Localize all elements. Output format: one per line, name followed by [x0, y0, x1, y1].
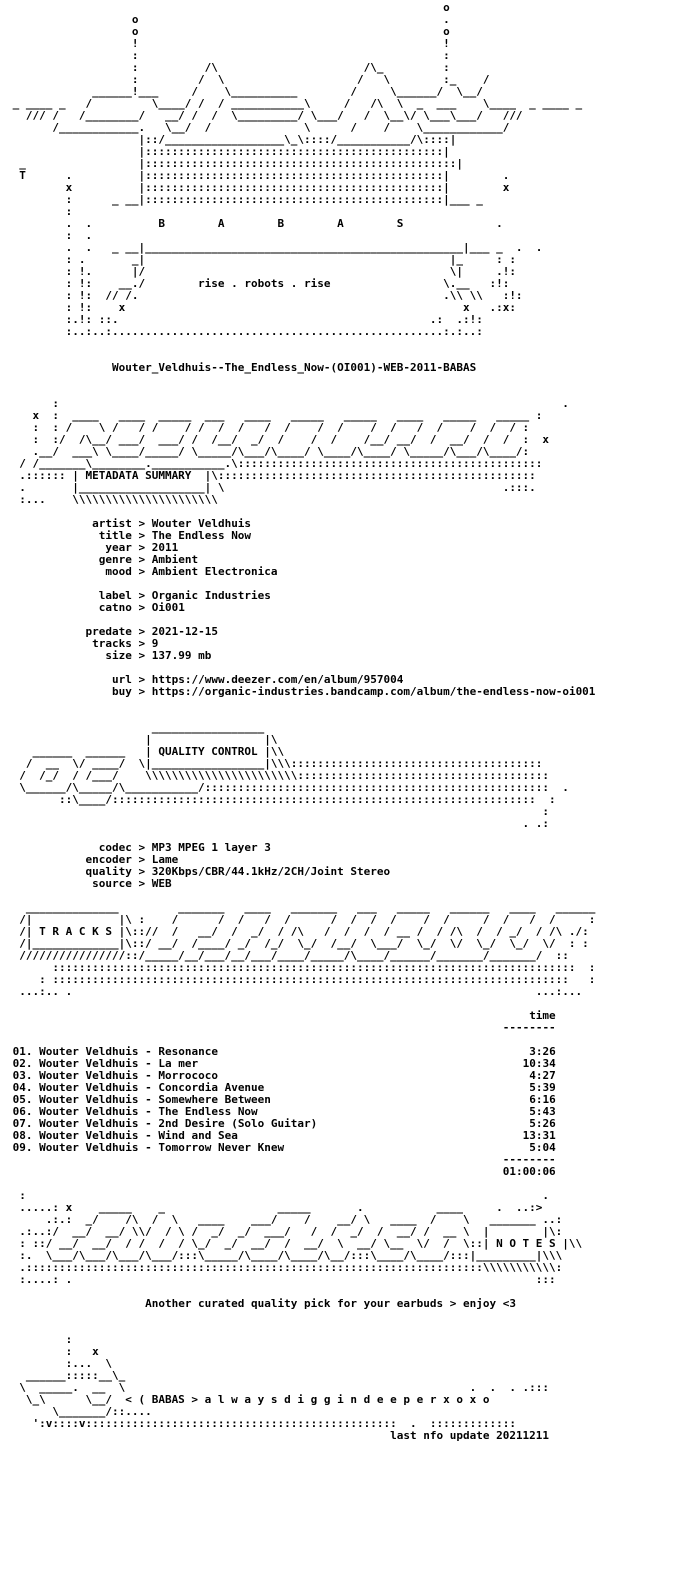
- track-artist: Wouter Veldhuis: [39, 1045, 139, 1058]
- track-artist: Wouter Veldhuis: [39, 1141, 139, 1154]
- track-artist: Wouter Veldhuis: [39, 1081, 139, 1094]
- track-title: Tomorrow Never Knew: [158, 1141, 285, 1154]
- kv-row: size > 137.99 mb: [105, 649, 212, 662]
- track-time: 3:26: [529, 1045, 556, 1058]
- time-rule: --------: [502, 1021, 556, 1034]
- kv-row: genre > Ambient: [98, 553, 199, 566]
- field-value: Lame: [151, 853, 179, 866]
- track-number: 01: [12, 1045, 26, 1058]
- field-value: Oi001: [151, 601, 185, 614]
- track-number: 09: [12, 1141, 26, 1154]
- field-value: Organic Industries: [151, 589, 271, 602]
- kv-row: encoder > Lame: [85, 853, 179, 866]
- time-rule: --------: [502, 1153, 556, 1166]
- field-value: 9: [151, 637, 159, 650]
- field-key: year: [105, 541, 132, 554]
- track-artist: Wouter Veldhuis: [39, 1129, 139, 1142]
- field-key: size: [105, 649, 132, 662]
- track-artist: Wouter Veldhuis: [39, 1105, 139, 1118]
- field-key: quality: [85, 865, 132, 878]
- track-artist: Wouter Veldhuis: [39, 1093, 139, 1106]
- track-title: Wind and Sea: [158, 1129, 238, 1142]
- track-row: 02. Wouter Veldhuis - La mer 10:34: [12, 1057, 556, 1070]
- track-time: 4:27: [529, 1069, 556, 1082]
- track-time: 5:04: [529, 1141, 556, 1154]
- field-value: Ambient Electronica: [151, 565, 278, 578]
- field-value: Ambient: [151, 553, 199, 566]
- release-name-line: [6, 361, 476, 374]
- field-key: mood: [105, 565, 132, 578]
- track-number: 07: [12, 1117, 26, 1130]
- track-row: 04. Wouter Veldhuis - Concordia Avenue 5:39: [12, 1081, 556, 1094]
- release-name: Wouter_Veldhuis--The_Endless_Now-(OI001)-WEB-2011-BABAS: [111, 361, 477, 374]
- kv-row: artist > Wouter Veldhuis: [92, 517, 252, 530]
- track-time: 10:34: [522, 1057, 556, 1070]
- field-key: tracks: [92, 637, 132, 650]
- field-key: encoder: [85, 853, 132, 866]
- track-artist: Wouter Veldhuis: [39, 1057, 139, 1070]
- track-time: 5:43: [529, 1105, 556, 1118]
- track-artist: Wouter Veldhuis: [39, 1069, 139, 1082]
- metadata-summary-banner: : . x : ____ ____ _____ ___ ____ _____ _____ ____ _____ _____ : : : / \ / / / / / / / / / / / / / / / / / / : : :/ /\__/ ___/ ___/ / /__/ _/ / / / /__/ __/ / __/ / / : x .__/ ___\ \____/_____/ \_____/\___/\____/ \____/\____/ \_____/\___/\____/: / /_______\________.___________.\:::::::::::::::::::::::::::::::::::::::::::::: .:::::: | METADATA SUMMARY |\:::::::::::::::::::::::::::::::::::::::::::::::: . |___________________| \ .:::. :... \\\\\\\\\\\\\\\\\\\\\\: [19, 397, 569, 506]
- track-number: 02: [12, 1057, 26, 1070]
- field-key: source: [92, 877, 132, 890]
- field-value: WEB: [151, 877, 172, 890]
- kv-row: predate > 2021-12-15: [85, 625, 218, 638]
- track-title: 2nd Desire (Solo Guitar): [158, 1117, 318, 1130]
- field-value: The Endless Now: [151, 529, 252, 542]
- track-title: The Endless Now: [158, 1105, 258, 1118]
- track-number: 05: [12, 1093, 26, 1106]
- track-number: 03: [12, 1069, 26, 1082]
- notes-banner: : . .....: x _____ _ _____ . ____ . ..:> .:.: _/ /\ / \ ____ ___/ / __/ \ ____ / \ _______ ..: .:..:/ __/ __/ \\/ / \ / _/ _/ ___/ / / _/ / __/ / __ \ | |\: : ::/ __/ __/ / / / / \_/ _/ __/ / __/ \ __/ \__ \/ / \::| N O T E S |\\ :. \___/\___/\___/\___/:::\_____/\____/\____/\__/:::\____/\____/:::|_________|\\\ .:::::::::::::::::::::::::::::::::::::::::::::::::::::::::::::::::::::\\\\\\\\\\\: :....: . :::: [19, 1189, 583, 1286]
- kv-row: codec > MP3 MPEG 1 layer 3: [98, 841, 271, 854]
- track-number: 08: [12, 1129, 26, 1142]
- track-row: 01. Wouter Veldhuis - Resonance 3:26: [12, 1045, 556, 1058]
- kv-row: tracks > 9: [92, 637, 159, 650]
- field-key: url: [111, 673, 132, 686]
- kv-row: title > The Endless Now: [98, 529, 252, 542]
- track-row: 08. Wouter Veldhuis - Wind and Sea 13:31: [12, 1129, 556, 1142]
- track-row: 09. Wouter Veldhuis - Tomorrow Never Knew 5:04: [12, 1141, 556, 1154]
- field-value: 320Kbps/CBR/44.1kHz/2CH/Joint Stereo: [151, 865, 391, 878]
- track-number: 06: [12, 1105, 26, 1118]
- track-row: 07. Wouter Veldhuis - 2nd Desire (Solo Guitar) 5:26: [12, 1117, 556, 1130]
- last-update-line: [6, 1429, 549, 1442]
- field-value: https://www.deezer.com/en/album/957004: [151, 673, 404, 686]
- nfo-document: [6, 2, 690, 1442]
- track-time: 5:26: [529, 1117, 556, 1130]
- track-row: 05. Wouter Veldhuis - Somewhere Between 6:16: [12, 1093, 556, 1106]
- field-value: 2011: [151, 541, 179, 554]
- track-title: Resonance: [158, 1045, 218, 1058]
- tracklist-block: [6, 1009, 556, 1178]
- track-time: 6:16: [529, 1093, 556, 1106]
- track-title: La mer: [158, 1057, 199, 1070]
- total-time: 01:00:06: [502, 1165, 556, 1178]
- kv-row: source > WEB: [92, 877, 172, 890]
- field-key: catno: [98, 601, 132, 614]
- kv-row: mood > Ambient Electronica: [105, 565, 278, 578]
- time-header: time: [529, 1009, 556, 1022]
- track-title: Morrococo: [158, 1069, 218, 1082]
- kv-row: catno > Oi001: [98, 601, 185, 614]
- last-update-text: last nfo update 20211211: [390, 1429, 550, 1442]
- kv-row: buy > https://organic-industries.bandcamp.com/album/the-endless-now-oi001: [111, 685, 596, 698]
- kv-row: url > https://www.deezer.com/en/album/957004: [111, 673, 404, 686]
- field-key: label: [98, 589, 132, 602]
- kv-row: label > Organic Industries: [98, 589, 271, 602]
- track-row: 03. Wouter Veldhuis - Morrococo 4:27: [12, 1069, 556, 1082]
- notes-text: Another curated quality pick for your earbuds > enjoy <3: [145, 1297, 516, 1310]
- kv-row: year > 2011: [105, 541, 179, 554]
- field-key: title: [98, 529, 132, 542]
- field-value: Wouter Veldhuis: [151, 517, 252, 530]
- track-time: 13:31: [522, 1129, 556, 1142]
- footer-art: : : x :... \ ______:::::__\_ \ _____. __ \ . . . .::: \_\ \__/ < ( BABAS > a l w a y s d i g g i n d e e p e r x o x o \_______/::.... ':v::::v::::::::::::::::::::::::::::::::::::::::::::::: . :::::::::::::: [19, 1333, 550, 1430]
- field-value: 137.99 mb: [151, 649, 212, 662]
- field-value: MP3 MPEG 1 layer 3: [151, 841, 271, 854]
- track-time: 5:39: [529, 1081, 556, 1094]
- track-artist: Wouter Veldhuis: [39, 1117, 139, 1130]
- field-key: codec: [98, 841, 132, 854]
- field-key: genre: [98, 553, 132, 566]
- field-key: buy: [111, 685, 132, 698]
- tracks-banner: ______________ _______ ____ _______ ___ _____ ______ ____ ______ /| |\ : / / / / / / / / / / / / / / / : /| T R A C K S |\::// / __/ / _/ / /\ / / / / __ / / /\ / / _/ / /\ ./: /|_____________|\::/ __/ /____/ _/ /_/ \_/ /__/ \___/ \_/ \/ \_/ \_/ \/ : : ////////////////::/_____/__/___/__/___/____/_____/\____/______/_______/_______/ :: ::::::::::::::::::::::::::::::::::::::::::::::::::::::::::::::::::::::::::::::: : : :::::::::::::::::::::::::::::::::::::::::::::::::::::::::::::::::::::::::::::: : ...:.. . ...:...: [19, 901, 596, 998]
- quality-control-banner: _________________ | |\ ______ ______ | QUALITY CONTROL |\\ / __ \/ ____/ \|_________________|\\\:::::::::::::::::::::::::::::::::::::: / /_/ / /___/ \\\\\\\\\\\\\\\\\\\\\\\:::::::::::::::::::::::::::::::::::::: \______/\_____/\___________/:::::::::::::::::::::::::::::::::::::::::::::::::::: . ::\____/:::::::::::::::::::::::::::::::::::::::::::::::::::::::::::::::: : : . .:: [19, 721, 569, 830]
- field-value: https://organic-industries.bandcamp.com/album/the-endless-now-oi001: [151, 685, 596, 698]
- track-number: 04: [12, 1081, 26, 1094]
- quality-control-block: [6, 841, 390, 890]
- metadata-summary-block: [6, 517, 595, 698]
- field-value: 2021-12-15: [151, 625, 218, 638]
- kv-row: quality > 320Kbps/CBR/44.1kHz/2CH/Joint Stereo: [85, 865, 391, 878]
- track-title: Concordia Avenue: [158, 1081, 265, 1094]
- field-key: predate: [85, 625, 132, 638]
- track-title: Somewhere Between: [158, 1093, 271, 1106]
- notes-line: [6, 1297, 516, 1310]
- field-key: artist: [92, 517, 132, 530]
- babas-header-art: o o . o o ! ! : : : /\ /\_ : : / \ / \ :_ / ______!___ / \__________ / \______/ \__/ _ ____ _ / \____/ / / ___________\ / /\ \ _ ___ \____ _ ____ _ /// / /________/ __/ / / \_________/ \___/ / \__\/ \___\___/ /// /____________. \__/ / \ / / \____________/ |::/__________________\_\::::/___________/\::::| |:::::::::::::::::::::::::::::::::::::::::::::| _ |:::::::::::::::::::::::::::::::::::::::::::::::| T . |:::::::::::::::::::::::::::::::::::::::::::::| . x |:::::::::::::::::::::::::::::::::::::::::::::| x : _ __|:::::::::::::::::::::::::::::::::::::::::::::|___ _ : . . B A B A S . : . . . _ __|________________________________________________|___ _ . . : . _| |_ : : : !. |/ \| .!: : !: __./ rise . robots . rise \.__ :!: : !: // /. .\\ \\ :!: : !: x x .:x: :.!: ::. .: .:!: :..:..:..................................................:.:..:: [12, 2, 583, 338]
- track-row: 06. Wouter Veldhuis - The Endless Now 5:43: [12, 1105, 556, 1118]
